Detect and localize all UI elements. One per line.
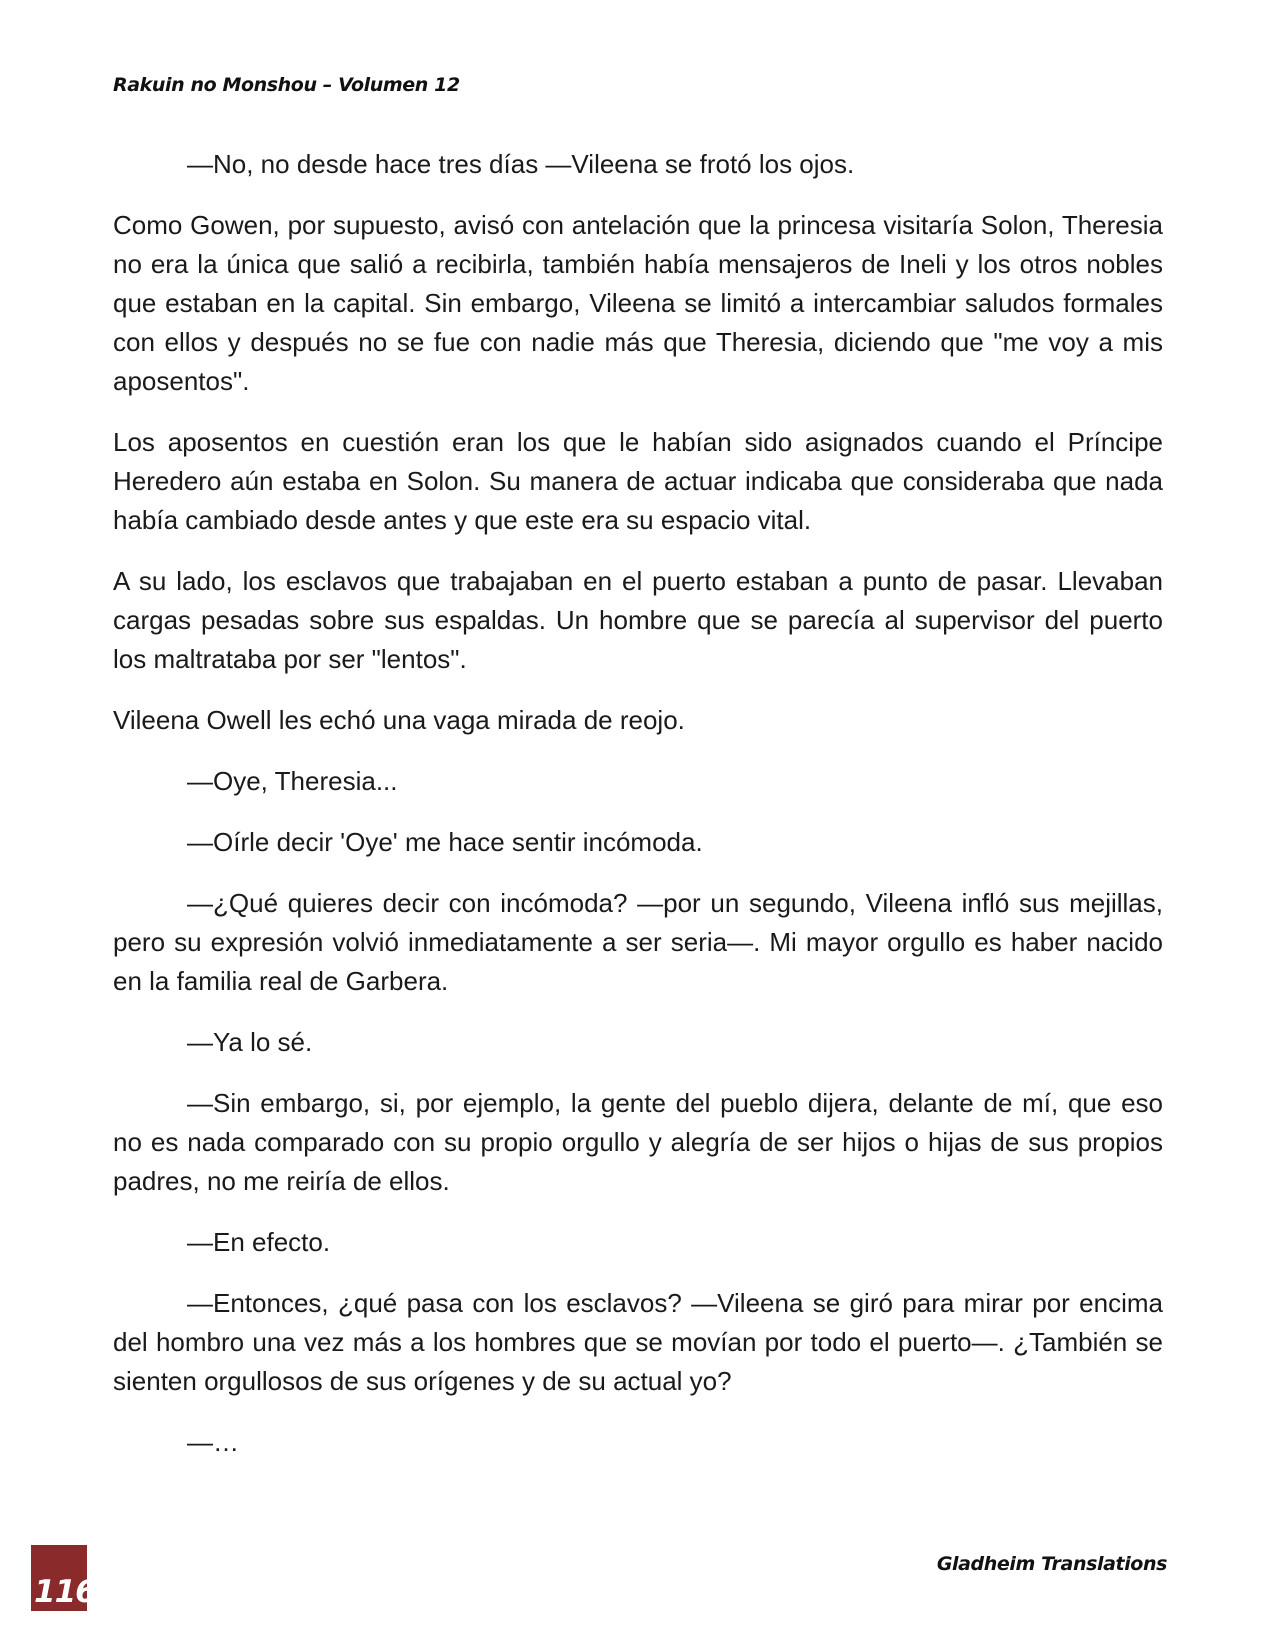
paragraph: Los aposentos en cuestión eran los que le habían sido asignados cuando el Príncipe Heredero aún estaba en Solon. Su manera de actuar indicaba que consideraba que nada había cambiado desde antes y que este era su espacio vital. (113, 427, 1163, 535)
paragraph: —Ya lo sé. (187, 1027, 313, 1057)
paragraph: Como Gowen, por supuesto, avisó con antelación que la princesa visitaría Solon, Theresia no era la única que salió a recibirla, también había mensajeros de Ineli y los otros nobles que estaban en la capital. Sin embargo, Vileena se limitó a intercambiar saludos formales con ellos y después no se fue con nadie más que Theresia, diciendo que "me voy a mis aposentos". (113, 210, 1163, 396)
paragraph: —Entonces, ¿qué pasa con los esclavos? —Vileena se giró para mirar por encima del hombro una vez más a los hombres que se movían por todo el puerto—. ¿También se sienten orgullosos de sus orígenes y de su actual yo? (113, 1288, 1163, 1396)
paragraph: Vileena Owell les echó una vaga mirada de reojo. (113, 705, 685, 735)
footer-credit: Gladheim Translations (936, 1553, 1167, 1575)
paragraph: —Oírle decir 'Oye' me hace sentir incómoda. (187, 827, 703, 857)
paragraph: —… (187, 1427, 239, 1457)
paragraph: A su lado, los esclavos que trabajaban en el puerto estaban a punto de pasar. Llevaban cargas pesadas sobre sus espaldas. Un hombre que se parecía al supervisor del puerto los maltrataba por ser "lentos". (113, 566, 1163, 674)
paragraph: —Oye, Theresia... (187, 766, 398, 796)
page-number: 116 (34, 1574, 96, 1610)
paragraph: —¿Qué quieres decir con incómoda? —por un segundo, Vileena infló sus mejillas, pero su expresión volvió inmediatamente a ser seria—. Mi mayor orgullo es haber nacido en la familia real de Garbera. (113, 888, 1163, 996)
paragraph: —No, no desde hace tres días —Vileena se frotó los ojos. (187, 149, 855, 179)
paragraph: —En efecto. (187, 1227, 331, 1257)
running-header-title: Rakuin no Monshou – Volumen 12 (113, 74, 460, 96)
paragraph: —Sin embargo, si, por ejemplo, la gente del pueblo dijera, delante de mí, que eso no es nada comparado con su propio orgullo y alegría de ser hijos o hijas de sus propios padres, no me reiría de ellos. (113, 1088, 1163, 1196)
chapter-body (113, 145, 1163, 1484)
